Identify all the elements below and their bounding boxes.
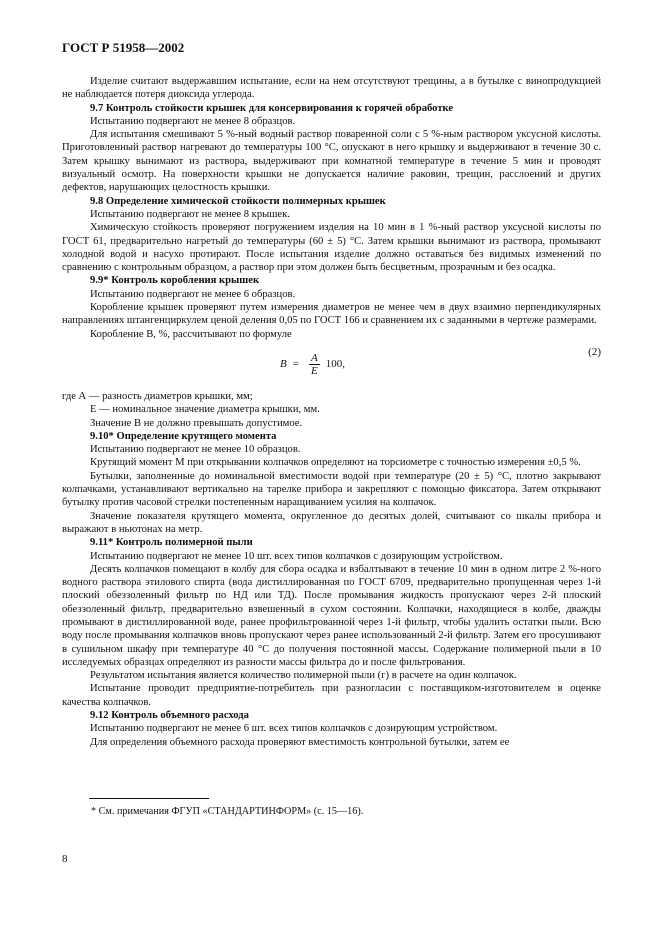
paragraph: Для определения объемного расхода проверяют вместимость контрольной бутылки, затем ее bbox=[90, 736, 510, 748]
paragraph: Бутылки, заполненные до номинальной вместимости водой при температуре (20 ± 5) °С, плотно закрывают колпачками, устанавливают вертикально на тарелке прибора и закрепляют с помощью фиксатора. Затем открывают бутылку против часовой стрелки постепенным наращиванием усилия на колпачок. bbox=[62, 470, 601, 509]
formula-numerator: A bbox=[310, 351, 318, 364]
formula-factor: 100, bbox=[325, 357, 345, 370]
paragraph: Испытанию подвергают не менее 6 образцов. bbox=[90, 288, 296, 300]
text-block-after-formula bbox=[62, 390, 601, 749]
paragraph: Испытанию подвергают не менее 8 образцов. bbox=[90, 115, 296, 127]
paragraph: Е — номинальное значение диаметра крышки, мм. bbox=[90, 404, 320, 416]
paragraph: Результатом испытания является количество полимерной пыли (г) в расчете на один колпачок. bbox=[90, 670, 517, 682]
document-body bbox=[62, 75, 601, 749]
section-heading: 9.12 Контроль объемного расхода bbox=[90, 710, 249, 722]
paragraph: Испытание проводит предприятие-потребитель при разногласии с поставщиком-изготовителем в оценке качества колпачков. bbox=[62, 683, 601, 708]
paragraph: Испытанию подвергают не менее 6 шт. всех типов колпачков с дозирующим устройством. bbox=[90, 723, 498, 735]
paragraph: Испытанию подвергают не менее 8 крышек. bbox=[90, 208, 290, 220]
section-heading: 9.11* Контроль полимерной пыли bbox=[90, 537, 253, 549]
paragraph: Испытанию подвергают не менее 10 шт. всех типов колпачков с дозирующим устройством. bbox=[90, 550, 503, 562]
paragraph: Изделие считают выдержавшим испытание, если на нем отсутствуют трещины, а в бутылке с винопродукцией не наблюдается потеря диоксида углерода. bbox=[62, 76, 601, 101]
paragraph: Крутящий момент М при открывании колпачков определяют на торсиометре с точностью измерения ±0,5 %. bbox=[90, 457, 581, 469]
section-heading: 9.8 Определение химической стойкости полимерных крышек bbox=[90, 195, 386, 207]
paragraph: где А — разность диаметров крышки, мм; bbox=[62, 390, 253, 402]
document-header: ГОСТ Р 51958—2002 bbox=[62, 40, 185, 55]
paragraph: Значение В не должно превышать допустимое. bbox=[90, 417, 303, 429]
formula-number: (2) bbox=[588, 345, 601, 358]
formula-2 bbox=[62, 346, 601, 386]
paragraph: Коробление В, %, рассчитывают по формуле bbox=[90, 328, 292, 340]
paragraph: Химическую стойкость проверяют погружением изделия на 10 мин в 1 %-ный раствор уксусной кислоты по ГОСТ 61, предварительно нагретый до температуры (60 ± 5) °С. Затем крышки вынимают из раствора, промывают холодной водой и насухо протирают. После испытания изделие должно оставаться без видимых изменений по сравнению с контрольным образцом, а раствор при этом должен быть бесцветным, прозрачным и без осадка. bbox=[62, 222, 601, 274]
formula-lhs: B bbox=[280, 357, 287, 370]
formula-fraction bbox=[309, 352, 320, 377]
section-heading: 9.7 Контроль стойкости крышек для консервирования к горячей обработке bbox=[90, 102, 454, 114]
text-block-before-formula bbox=[62, 75, 601, 341]
paragraph: Значение показателя крутящего момента, округленное до десятых долей, считывают со шкалы прибора и выражают в ньютонах на метр. bbox=[62, 510, 601, 535]
paragraph: Для испытания смешивают 5 %-ный водный раствор поваренной соли с 5 %-ным раствором уксусной кислоты. Приготовленный раствор нагревают до температуры 100 °С, опускают в него крышку и выдерживают в течение 30 с. Затем крышку вынимают из раствора, выдерживают при комнатной температуре в течение 5 мин и проводят визуальный осмотр. На поверхности крышки не допускается наличие раковин, трещин, расслоений и других дефектов, нарушающих целостность крышки. bbox=[62, 129, 601, 194]
footnote: * См. примечания ФГУП «СТАНДАРТИНФОРМ» (с. 15—16). bbox=[91, 806, 364, 817]
paragraph: Десять колпачков помещают в колбу для сбора осадка и взбалтывают в течение 10 мин в одном литре 2 %-ного водного раствора этилового спирта (вода дистиллированная по ГОСТ 6709, предварительно пропущенная через 1-й плоский обеззоленный фильтр по НД или ТД). После промывания жидкость пропускают через 2-й плоский обеззоленный фильтр, предварительно взвешенный в сухом состоянии. Колпачки, находящиеся в колбе, дважды промывают в дистиллированной воде, ранее профильтрованной через 1-й фильтр, чтобы удалить остатки пыли. Всю воду после промывания колпачков вновь пропускают через ранее использованный 2-й фильтр. Затем его просушивают в сушильном шкафу при температуре 40 °С до получения постоянной массы. Содержание полимерной пыли в 10 исследуемых образцах определяют из разности массы фильтра до и после фильтрования. bbox=[62, 563, 601, 668]
section-heading: 9.9* Контроль коробления крышек bbox=[90, 275, 260, 287]
formula-expression bbox=[280, 352, 345, 377]
paragraph: Коробление крышек проверяют путем измерения диаметров не менее чем в двух взаимно перпендикулярных направлениях штангенциркулем ценой деления 0,05 по ГОСТ 166 и сравнением их с заданными в чертеже размерами. bbox=[62, 302, 601, 327]
formula-equals: = bbox=[292, 357, 299, 370]
section-heading: 9.10* Определение крутящего момента bbox=[90, 430, 277, 442]
formula-denominator: E bbox=[310, 364, 318, 377]
footnote-divider bbox=[89, 798, 209, 799]
paragraph: Испытанию подвергают не менее 10 образцов. bbox=[90, 444, 301, 456]
page-number: 8 bbox=[62, 853, 68, 865]
